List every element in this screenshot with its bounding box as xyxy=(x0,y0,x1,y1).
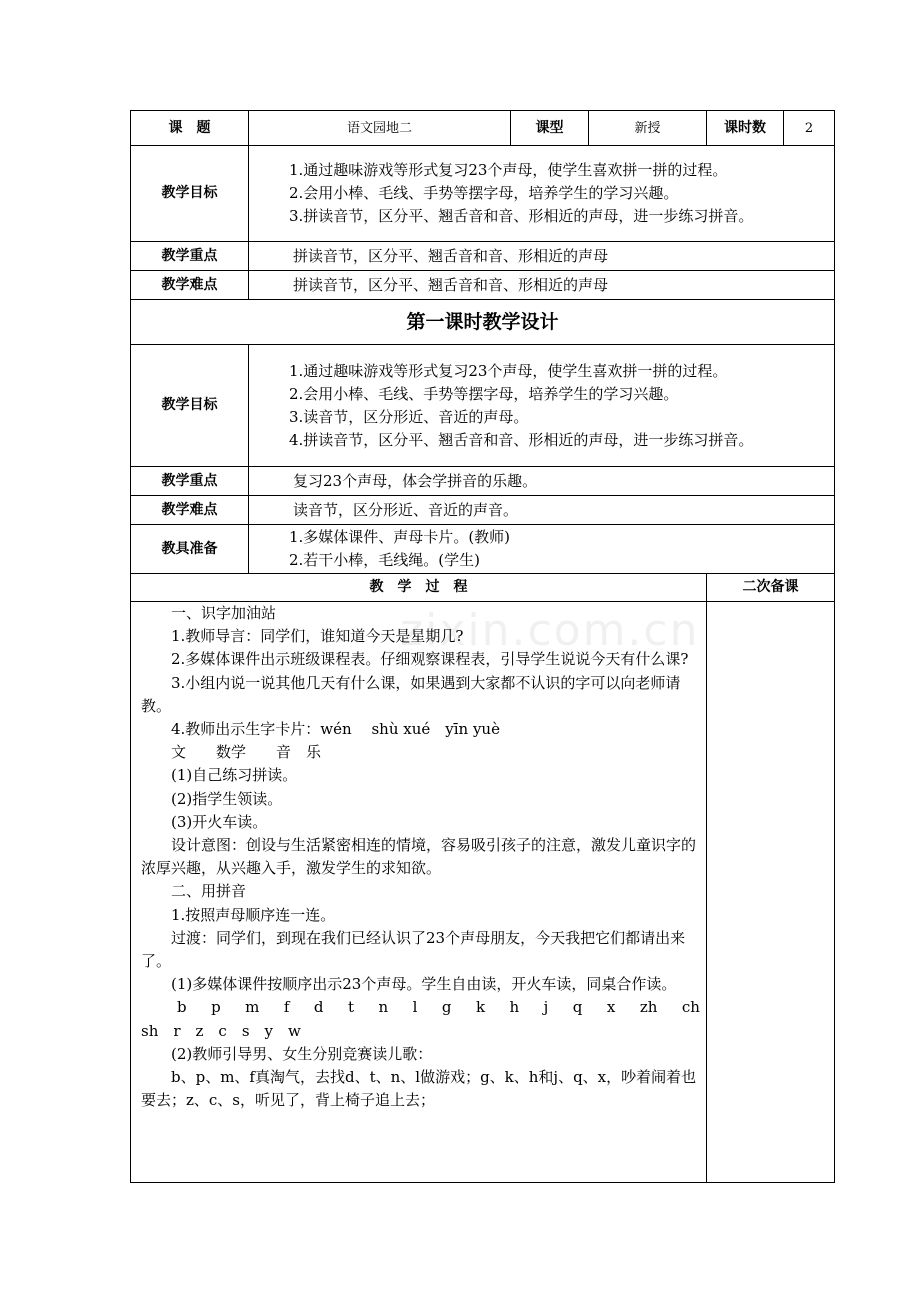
hours-label: 课时数 xyxy=(707,111,784,146)
initials-row xyxy=(141,996,700,1019)
type-value: 新授 xyxy=(589,111,707,146)
section-2-item-2: (2)教师引导男、女生分别竞赛读儿歌： xyxy=(171,1044,433,1063)
section-1-step-4: 4.教师出示生字卡片：wén shù xué yīn yuè xyxy=(171,720,500,739)
hours-value: 2 xyxy=(784,111,835,146)
initial-letter: x xyxy=(606,998,616,1017)
lesson1-material-2: 2.若干小棒，毛线绳。(学生) xyxy=(289,551,481,569)
section-2-transition: 过渡：同学们，到现在我们已经认识了23个声母朋友，今天我把它们都请出来了。 xyxy=(141,928,686,971)
initials-row-2: sh r z c s y w xyxy=(141,1021,301,1040)
overall-goals-row xyxy=(131,146,835,242)
overall-goal-3: 3.拼读音节，区分平、翘舌音和音、形相近的声母，进一步练习拼音。 xyxy=(289,207,754,225)
section-1-step-3: 3.小组内说一说其他几天有什么课，如果遇到大家都不认识的字可以向老师请教。 xyxy=(141,673,681,715)
process-body-row xyxy=(131,602,835,1183)
lesson-plan-table xyxy=(130,110,835,1183)
lesson1-goal-3: 3.读音节，区分形近、音近的声母。 xyxy=(289,407,529,426)
lesson1-goal-1: 1.通过趣味游戏等形式复习23个声母，使学生喜欢拼一拼的过程。 xyxy=(289,361,728,380)
notes-header: 二次备课 xyxy=(707,574,835,602)
section-2-item-1: (1)多媒体课件按顺序出示23个声母。学生自由读，开火车读，同桌合作读。 xyxy=(171,975,677,994)
notes-column xyxy=(707,602,835,1183)
section-1-step-1: 1.教师导言：同学们，谁知道今天是星期几? xyxy=(171,627,464,646)
overall-goals xyxy=(249,146,835,242)
lesson1-title-row xyxy=(131,300,835,345)
lesson1-focus-label: 教学重点 xyxy=(131,467,249,496)
lesson1-material-1: 1.多媒体课件、声母卡片。(教师) xyxy=(289,528,511,546)
initial-letter: zh xyxy=(639,998,658,1017)
type-label: 课型 xyxy=(511,111,589,146)
overall-difficulty-label: 教学难点 xyxy=(131,271,249,300)
section-1-title: 一、识字加油站 xyxy=(171,604,277,622)
section-2-step-1: 1.按照声母顺序连一连。 xyxy=(171,905,336,924)
topic-value: 语文园地二 xyxy=(249,111,511,146)
overall-goal-2: 2.会用小棒、毛线、手势等摆字母，培养学生的学习兴趣。 xyxy=(289,184,679,202)
lesson1-materials-row xyxy=(131,525,835,574)
initial-letter: l xyxy=(412,998,418,1017)
lesson1-title: 第一课时教学设计 xyxy=(131,300,835,345)
lesson1-focus-row xyxy=(131,467,835,496)
initial-letter: p xyxy=(211,998,221,1017)
overall-focus-label: 教学重点 xyxy=(131,242,249,271)
lesson1-difficulty-label: 教学难点 xyxy=(131,496,249,525)
initial-letter: m xyxy=(245,998,260,1017)
process-content xyxy=(131,602,707,1183)
lesson1-focus: 复习23个声母，体会学拼音的乐趣。 xyxy=(249,467,835,496)
overall-focus: 拼读音节，区分平、翘舌音和音、形相近的声母 xyxy=(249,242,835,271)
section-1-item-2: (2)指学生领读。 xyxy=(171,789,283,808)
section-2-title: 二、用拼音 xyxy=(171,882,247,901)
initial-letter: n xyxy=(378,998,389,1017)
lesson1-difficulty-row xyxy=(131,496,835,525)
initial-letter: q xyxy=(572,998,583,1017)
overall-focus-row xyxy=(131,242,835,271)
lesson1-goal-4: 4.拼读音节，区分平、翘舌音和音、形相近的声母，进一步练习拼音。 xyxy=(289,430,754,449)
initial-letter: d xyxy=(313,998,324,1017)
initial-letter: h xyxy=(509,998,520,1017)
initial-letter: t xyxy=(347,998,354,1017)
header-row xyxy=(131,111,835,146)
section-1-item-3: (3)开火车读。 xyxy=(171,812,268,831)
section-1-step-2: 2.多媒体课件出示班级课程表。仔细观察课程表，引导学生说说今天有什么课? xyxy=(171,650,689,669)
topic-label: 课 题 xyxy=(131,111,249,146)
initial-letter: j xyxy=(543,998,549,1017)
overall-goals-label: 教学目标 xyxy=(131,146,249,242)
overall-difficulty-row xyxy=(131,271,835,300)
initial-letter: ch xyxy=(681,998,700,1017)
lesson1-goals xyxy=(249,345,835,467)
section-1-design-intent: 设计意图：创设与生活紧密相连的情境，容易吸引孩子的注意，激发儿童识字的浓厚兴趣，从兴趣入手，激发学生的求知欲。 xyxy=(141,836,697,878)
lesson1-materials-label: 教具准备 xyxy=(131,525,249,574)
section-1-item-1: (1)自己练习拼读。 xyxy=(171,766,298,785)
overall-difficulty: 拼读音节，区分平、翘舌音和音、形相近的声母 xyxy=(249,271,835,300)
process-header: 教 学 过 程 xyxy=(131,574,707,602)
initial-letter: k xyxy=(475,998,486,1017)
initial-letter: f xyxy=(283,998,290,1017)
section-2-rhyme: b、p、m、f真淘气，去找d、t、n、l做游戏；g、k、h和j、q、x，吵着闹着也要去；z、c、s，听见了，背上椅子追上去； xyxy=(141,1068,697,1110)
watermark: zixin.com.cn xyxy=(400,605,700,656)
lesson-plan xyxy=(130,110,834,1183)
lesson1-goal-2: 2.会用小棒、毛线、手势等摆字母，培养学生的学习兴趣。 xyxy=(289,384,679,403)
section-1-characters: 文 数学 音 乐 xyxy=(171,743,322,762)
lesson1-goals-label: 教学目标 xyxy=(131,345,249,467)
initial-letter: g xyxy=(441,998,452,1017)
overall-goal-1: 1.通过趣味游戏等形式复习23个声母，使学生喜欢拼一拼的过程。 xyxy=(289,161,728,179)
lesson1-difficulty: 读音节，区分形近、音近的声音。 xyxy=(249,496,835,525)
process-header-row xyxy=(131,574,835,602)
lesson1-goals-row xyxy=(131,345,835,467)
lesson1-materials xyxy=(249,525,835,574)
initial-letter: b xyxy=(177,998,187,1017)
